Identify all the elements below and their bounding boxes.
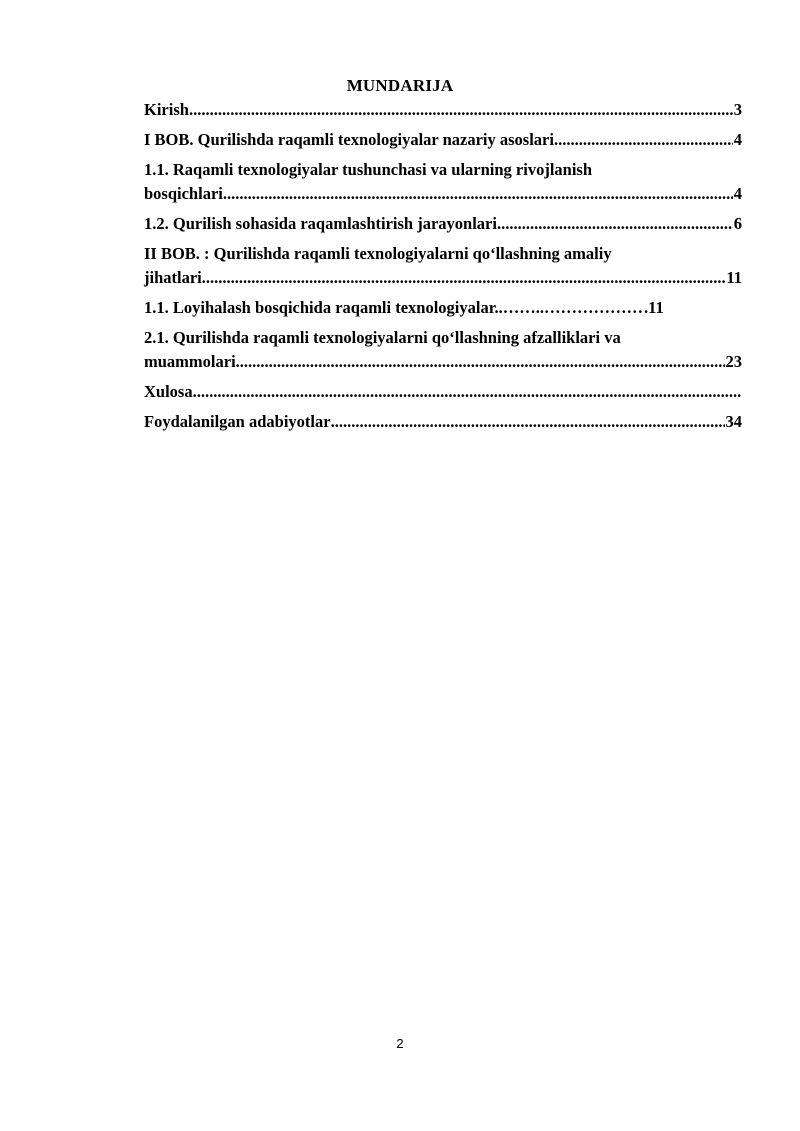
- toc-entry-section-2-1-loyihalash[interactable]: [144, 296, 742, 320]
- toc-page-number: 4: [733, 184, 742, 203]
- dot-leader: [236, 350, 725, 374]
- toc-entry-text: 2.1. Qurilishda raqamli texnologiyalarni qo‘llashning afzalliklari va: [144, 328, 621, 347]
- toc-entry-text: Xulosa: [144, 382, 193, 401]
- dot-leader: [497, 212, 733, 236]
- toc-entry-section-1-2[interactable]: [144, 212, 742, 236]
- toc-entry-text: bosqichlari: [144, 184, 223, 203]
- toc-page-number: 6: [733, 214, 742, 233]
- toc-page-number: 34: [725, 412, 742, 431]
- toc-entry-chapter-2[interactable]: [144, 242, 742, 290]
- dot-leader: [193, 380, 741, 404]
- toc-entry-text: Kirish: [144, 100, 189, 119]
- toc-title: MUNDARIJA: [346, 76, 454, 95]
- toc-entry-text: II BOB. : Qurilishda raqamli texnologiyalarni qo‘llashning amaliy: [144, 244, 612, 263]
- toc-entry-text: I BOB. Qurilishda raqamli texnologiyalar nazariy asoslari: [144, 130, 554, 149]
- toc-entry-chapter-1[interactable]: [144, 128, 742, 152]
- dot-leader: [223, 182, 733, 206]
- toc-page-number: 3: [733, 100, 742, 119]
- toc-entry-section-2-1[interactable]: [144, 326, 742, 374]
- toc-entry-text: jihatlari: [144, 268, 202, 287]
- toc-page-number: 4: [733, 130, 742, 149]
- dot-leader: [189, 98, 733, 122]
- toc-entry-section-1-1[interactable]: [144, 158, 742, 206]
- toc-entry-adabiyotlar[interactable]: [144, 410, 742, 434]
- toc-page-number: .11: [644, 298, 664, 317]
- toc-entry-text: 1.2. Qurilish sohasida raqamlashtirish jarayonlari: [144, 214, 497, 233]
- toc-page-number: 11: [726, 268, 742, 287]
- page-number: 2: [396, 1036, 404, 1051]
- table-of-contents: [144, 98, 742, 440]
- dot-leader: [331, 410, 725, 434]
- toc-entry-text: muammolari: [144, 352, 236, 371]
- toc-entry-text: Foydalanilgan adabiyotlar: [144, 412, 331, 431]
- dot-leader: [554, 128, 733, 152]
- toc-page-number: 23: [725, 352, 742, 371]
- toc-entry-text: 1.1. Raqamli texnologiyalar tushunchasi va ularning rivojlanish: [144, 160, 593, 179]
- dot-leader: [202, 266, 726, 290]
- toc-entry-text: 1.1. Loyihalash bosqichida raqamli texnologiyalar..……..………………: [144, 298, 644, 317]
- toc-entry-xulosa[interactable]: [144, 380, 742, 404]
- toc-entry-kirish[interactable]: [144, 98, 742, 122]
